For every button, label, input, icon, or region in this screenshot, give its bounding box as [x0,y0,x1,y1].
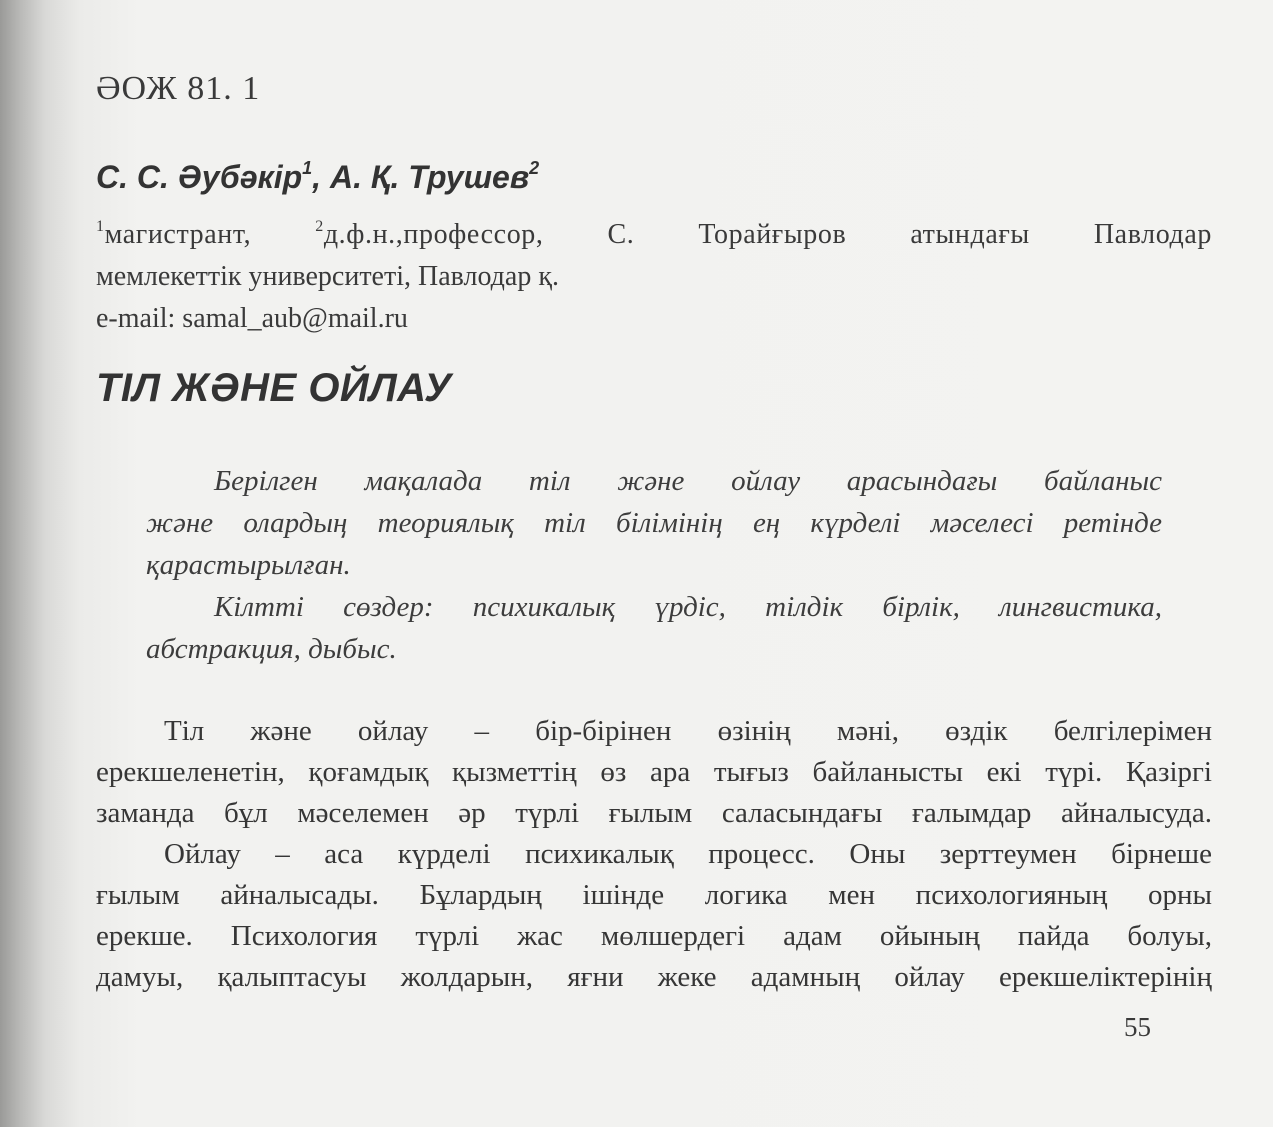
keywords-paragraph [146,586,1162,670]
email-line: e-mail: samal_aub@mail.ru [96,303,408,334]
affiliation-block [96,206,1212,340]
body-line: дамуы, қалыптасуы жолдарын, яғни жеке адамның ойлау ерекшеліктерінің [96,961,1212,993]
affiliation-line-2: мемлекеттік университеті, Павлодар қ. [96,261,559,292]
keywords-line: Кілтті сөздер: психикалық үрдіс, тілдік бірлік, лингвистика, [214,591,1162,623]
body-paragraph-1 [96,711,1212,834]
affiliation-line-1-rest: д.ф.н.,профессор, С. Торайғыров атындағы Павлодар [323,219,1212,250]
body-paragraph-2 [96,834,1212,998]
author-1-name: С. С. Әубәкір [96,159,303,195]
author-2-superscript: 2 [529,158,540,178]
article-title: ТІЛ ЖӘНЕ ОЙЛАУ [96,366,452,410]
affiliation-sup-1: 1 [96,218,105,235]
body-text [96,711,1212,998]
page-number: 55 [1124,1012,1151,1042]
body-line: Тіл және ойлау – бір-бірінен өзінің мәні, өздік белгілерімен [164,715,1212,747]
author-1-superscript: 1 [302,158,313,178]
affiliation-role-1: магистрант, [104,219,316,250]
body-line: ғылым айналысады. Бұлардың ішінде логика мен психологияның орны [96,879,1212,911]
body-line: ерекшеленетін, қоғамдық қызметтің өз ара тығыз байланысты екі түрі. Қазіргі [96,756,1212,788]
body-line: Ойлау – аса күрделі психикалық процесс. Оны зерттеумен бірнеше [164,838,1212,870]
authors-line [96,158,539,196]
keywords-line: абстракция, дыбыс. [146,633,397,665]
affiliation-line-1 [96,206,1212,256]
abstract-line: Берілген мақалада тіл және ойлау арасындағы байланыс [214,465,1162,497]
author-2-name: А. Қ. Трушев [329,159,530,195]
affiliation-sup-2: 2 [315,218,324,235]
abstract-line: және олардың теориялық тіл білімінің ең күрделі мәселесі ретінде [146,507,1162,539]
document-page [96,0,1212,1127]
abstract-line: қарастырылған. [146,549,351,581]
body-line: ерекше. Психология түрлі жас мөлшердегі адам ойының пайда болуы, [96,920,1212,952]
udc-code: ӘОЖ 81. 1 [96,70,261,107]
abstract-paragraph [146,460,1162,586]
body-line: заманда бұл мәселемен әр түрлі ғылым саласындағы ғалымдар айналысуда. [96,797,1212,829]
abstract-block [146,460,1162,670]
authors-separator: , [312,159,330,195]
